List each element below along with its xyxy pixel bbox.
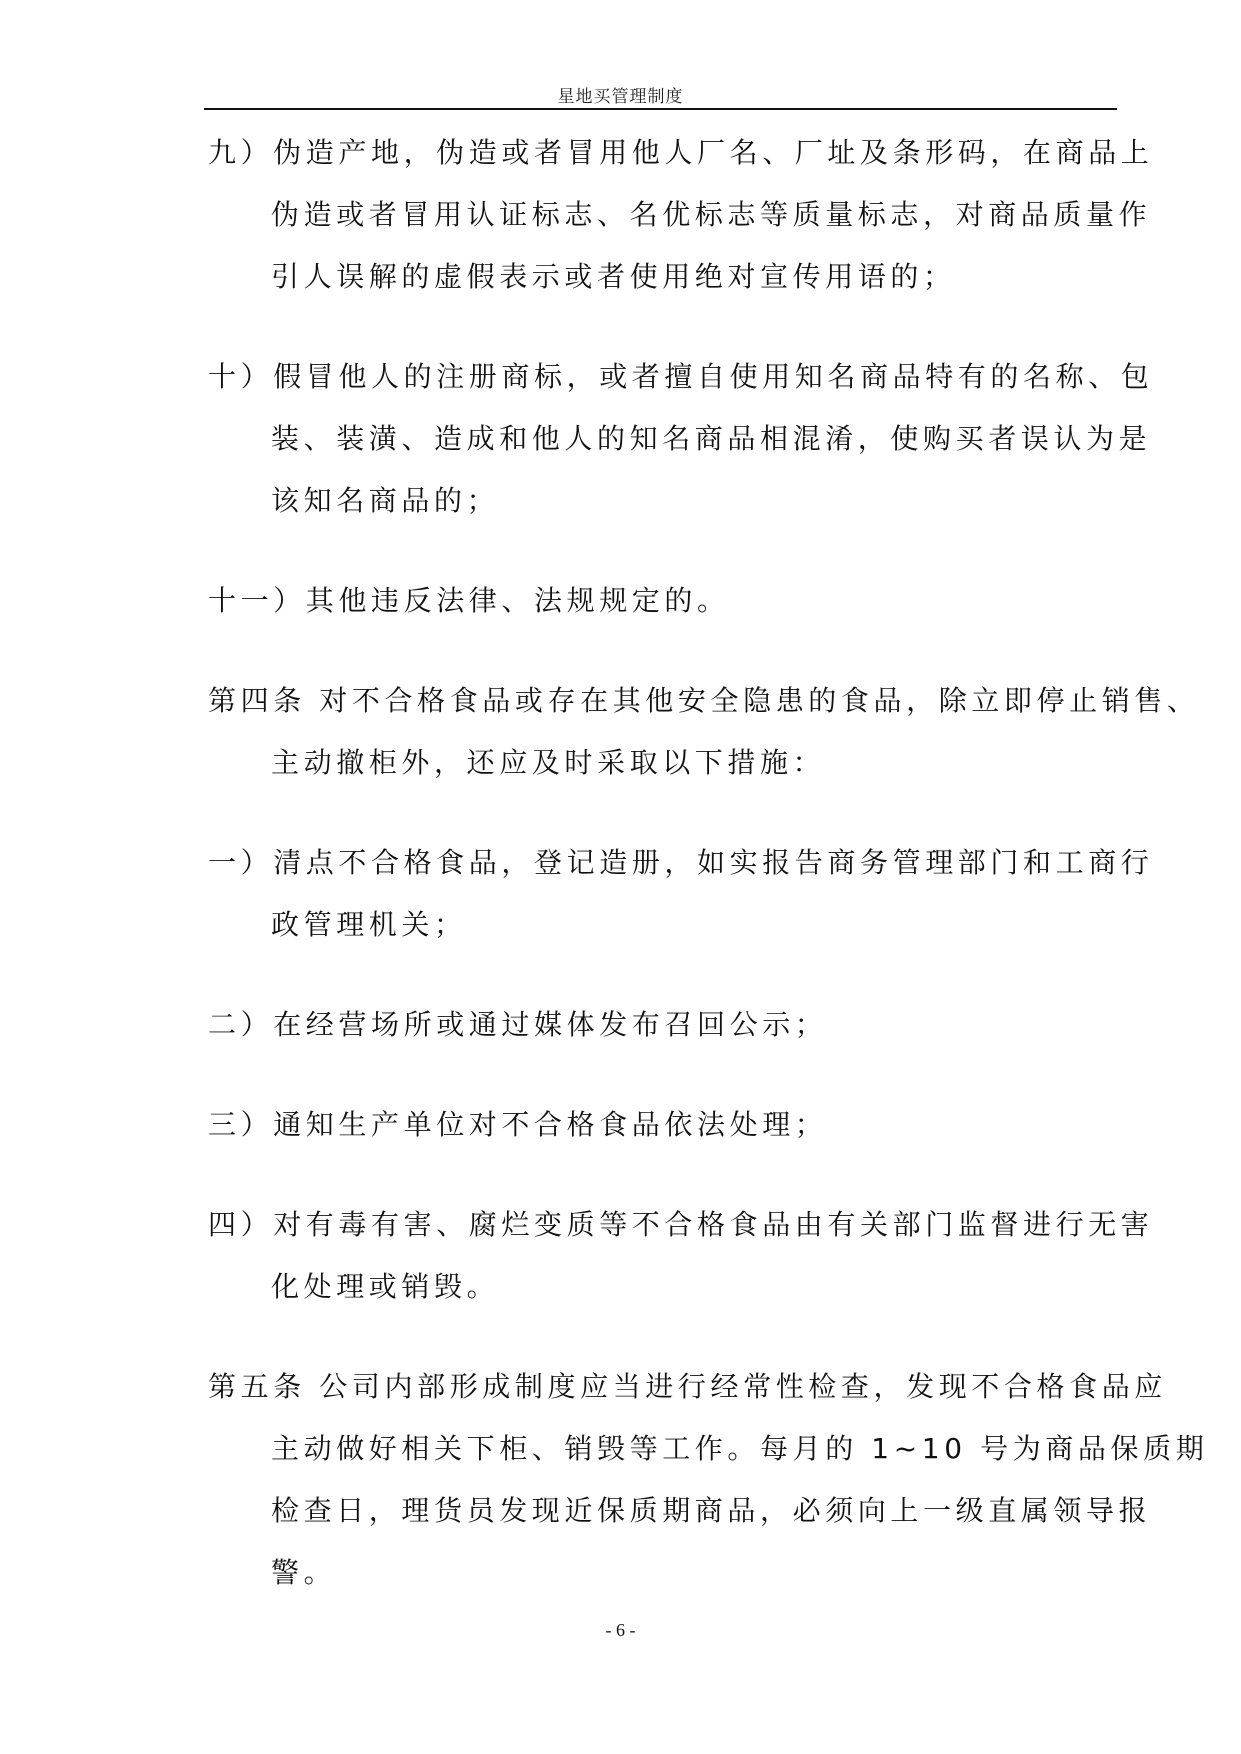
paragraph-line: 十一）其他违反法律、法规规定的。 [208, 584, 730, 617]
paragraph-line: 二）在经营场所或通过媒体发布召回公示； [208, 1008, 828, 1041]
paragraph-line: 引人误解的虚假表示或者使用绝对宣传用语的； [271, 260, 956, 293]
paragraph-line: 该知名商品的； [271, 484, 500, 517]
document-body [208, 122, 1209, 1604]
paragraph-line: 伪造或者冒用认证标志、名优标志等质量标志，对商品质量作 [271, 198, 1152, 231]
clause-ten [208, 346, 1154, 532]
paragraph-line: 主动做好相关下柜、销毁等工作。每月的 1~10 号为商品保质期 [271, 1432, 1209, 1465]
paragraph-line: 第五条 公司内部形成制度应当进行经常性检查，发现不合格食品应 [208, 1370, 1167, 1403]
paragraph-line: 政管理机关； [271, 908, 467, 941]
paragraph-line: 第四条 对不合格食品或存在其他安全隐患的食品，除立即停止销售、 [208, 684, 1200, 717]
article-four [208, 670, 1200, 794]
measure-three [208, 1094, 1128, 1156]
paragraph-line: 三）通知生产单位对不合格食品依法处理； [208, 1108, 828, 1141]
paragraph-line: 装、装潢、造成和他人的知名商品相混淆，使购买者误认为是 [271, 422, 1152, 455]
paragraph-line: 检查日，理货员发现近保质期商品，必须向上一级直属领导报 [271, 1494, 1152, 1527]
article-five [208, 1356, 1209, 1604]
paragraph-line: 十）假冒他人的注册商标，或者擅自使用知名商品特有的名称、包 [208, 360, 1154, 393]
clause-eleven [208, 570, 1128, 632]
measure-four [208, 1194, 1154, 1318]
paragraph-line: 警。 [271, 1556, 337, 1589]
paragraph-line: 化处理或销毁。 [271, 1270, 500, 1303]
paragraph-line: 主动撤柜外，还应及时采取以下措施： [271, 746, 826, 779]
clause-nine [208, 122, 1154, 308]
measure-two [208, 994, 1128, 1056]
paragraph-line: 四）对有毒有害、腐烂变质等不合格食品由有关部门监督进行无害 [208, 1208, 1154, 1241]
header-divider [204, 108, 1117, 110]
header-title: 星地买管理制度 [557, 87, 684, 107]
measure-one [208, 832, 1154, 956]
page-number: - 6 - [605, 1620, 636, 1640]
paragraph-line: 九）伪造产地，伪造或者冒用他人厂名、厂址及条形码，在商品上 [208, 136, 1154, 169]
paragraph-line: 一）清点不合格食品，登记造册，如实报告商务管理部门和工商行 [208, 846, 1154, 879]
